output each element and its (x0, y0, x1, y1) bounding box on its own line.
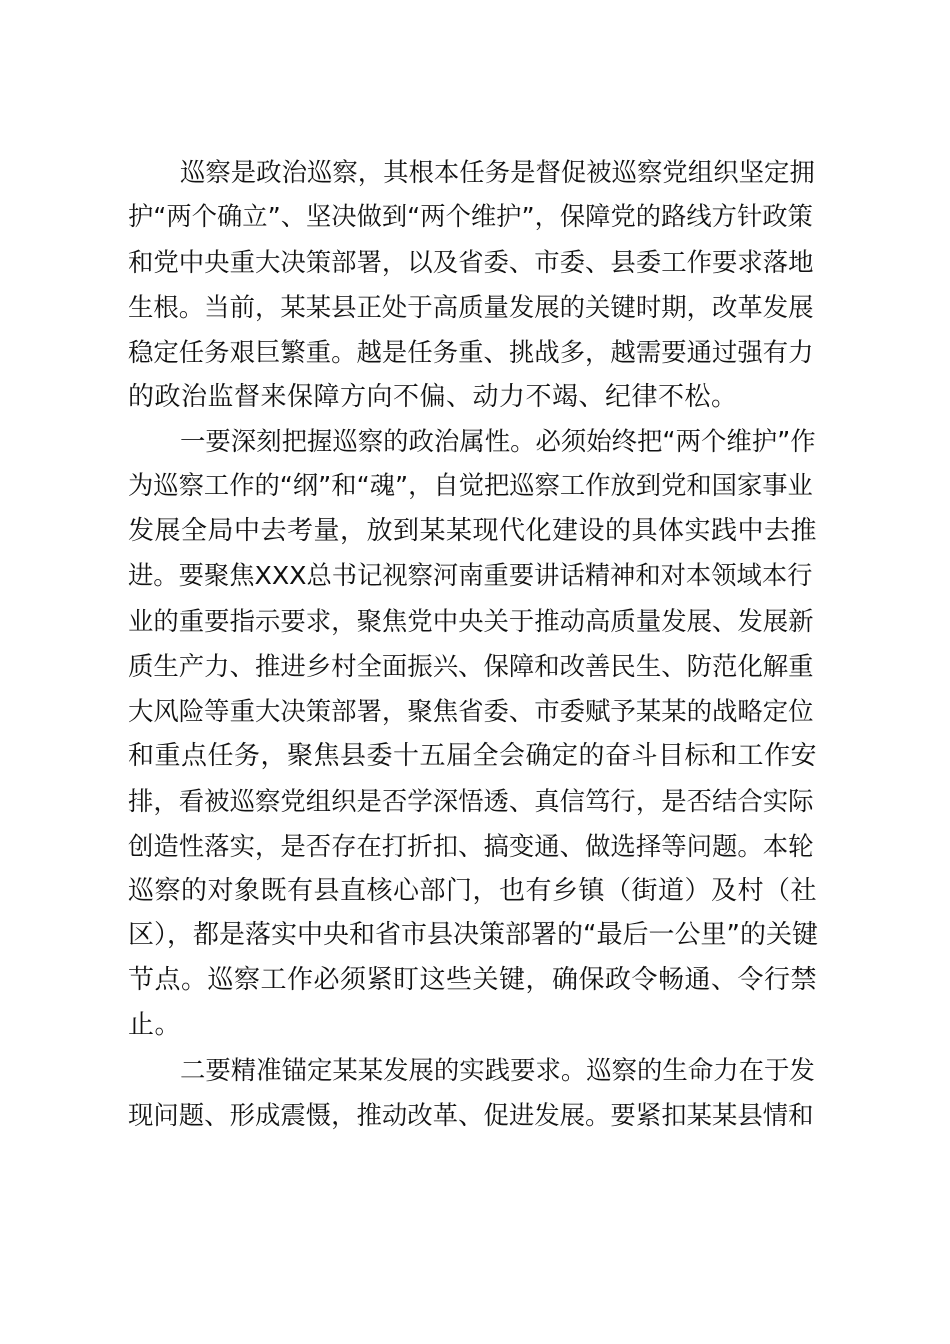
text-line: 质生产力、推进乡村全面振兴、保障和改善民生、防范化解重 (128, 650, 814, 681)
text-line: 和党中央重大决策部署，以及省委、市委、县委工作要求落地 (128, 246, 814, 277)
text-line: 排，看被巡察党组织是否学深悟透、真信笃行，是否结合实际 (128, 785, 814, 816)
text-line: 二要精准锚定某某发展的实践要求。巡察的生命力在于发 (180, 1055, 815, 1086)
text-line: 为巡察工作的“纲”和“魂”，自觉把巡察工作放到党和国家事业 (128, 471, 813, 501)
text-line: 巡察是政治巡察，其根本任务是督促被巡察党组织坚定拥 (180, 157, 815, 187)
paragraph-intro (128, 150, 828, 419)
text-line: 巡察的对象既有县直核心部门，也有乡镇（街道）及村（社 (128, 875, 818, 906)
text-line: 发展全局中去考量，放到某某现代化建设的具体实践中去推 (128, 516, 818, 547)
text-line: 大风险等重大决策部署，聚焦省委、市委赋予某某的战略定位 (128, 695, 814, 726)
paragraph-political-attribute (128, 419, 828, 1048)
text-line: 生根。当前，某某县正处于高质量发展的关键时期，改革发展 (128, 291, 814, 322)
text-line: 护“两个确立”、坚决做到“两个维护”，保障党的路线方针政策 (128, 201, 813, 231)
text-line: 和重点任务，聚焦县委十五届全会确定的奋斗目标和工作安 (128, 740, 818, 771)
document-body (128, 150, 828, 1138)
text-line: 现问题、形成震慑，推动改革、促进发展。要紧扣某某县情和 (128, 1100, 814, 1131)
text-line: 节点。巡察工作必须紧盯这些关键，确保政令畅通、令行禁 (128, 965, 818, 996)
text-line: 区），都是落实中央和省市县决策部署的“最后一公里”的关键 (128, 920, 818, 951)
text-line: 的政治监督来保障方向不偏、动力不竭、纪律不松。 (128, 381, 738, 412)
text-line: 一要深刻把握巡察的政治属性。必须始终把“两个维护”作 (180, 426, 816, 457)
paragraph-practice-requirements (128, 1048, 828, 1138)
text-line: 进。要聚焦XXX总书记视察河南重要讲话精神和对本领域本行 (128, 561, 813, 591)
text-line: 业的重要指示要求，聚焦党中央关于推动高质量发展、发展新 (128, 606, 814, 637)
text-line: 创造性落实，是否存在打折扣、搞变通、做选择等问题。本轮 (128, 830, 814, 861)
text-line: 止。 (128, 1010, 182, 1041)
text-line: 稳定任务艰巨繁重。越是任务重、挑战多，越需要通过强有力 (128, 336, 814, 367)
